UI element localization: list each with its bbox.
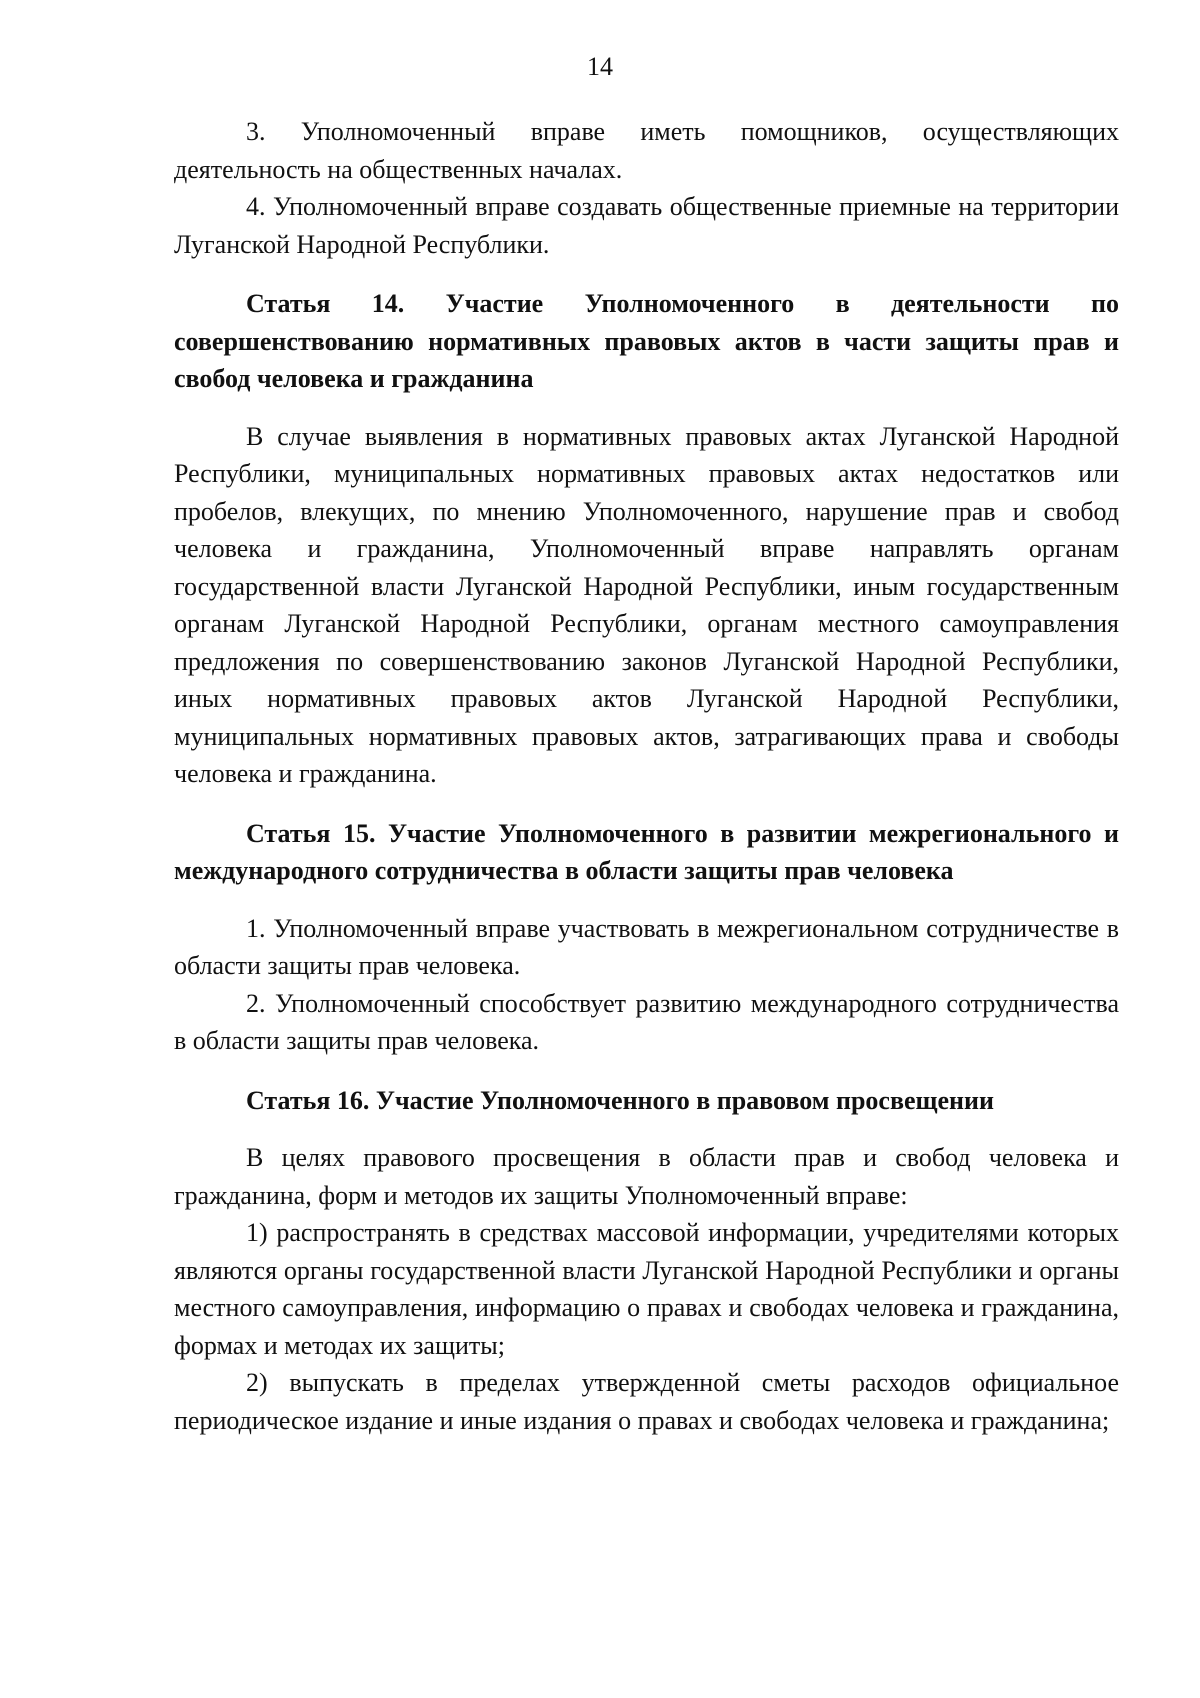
article-16-item-1: 1) распространять в средствах массовой информации, учредителями которых являются органы государственной власти Луганской Народной Республики и органы местного самоуправления, информацию о правах и свободах человека и гражданина, формах и методах их защиты; (174, 1218, 1119, 1360)
article-14-text: В случае выявления в нормативных правовых актах Луганской Народной Республики, муниципальных нормативных правовых актах недостатков или пробелов, влекущих, по мнению Уполномоченного, нарушение прав и свобод человека и гражданина, Уполномоченный вправе направлять органам государственной власти Луганской Народной Республики, иным государственным органам Луганской Народной Республики, органам местного самоуправления предложения по совершенствованию законов Луганской Народной Республики, иных нормативных правовых актов Луганской Народной Республики, муниципальных нормативных правовых актов, затрагивающих права и свободы человека и гражданина. (174, 421, 1119, 788)
paragraph-3-assistants: 3. Уполномоченный вправе иметь помощников, осуществляющих деятельность на общественных началах. (174, 117, 1119, 184)
article-14-heading: Статья 14. Участие Уполномоченного в деятельности по совершенствованию нормативных правовых актов в части защиты прав и свобод человека и гражданина (174, 289, 1119, 393)
article-15-item-2: 2. Уполномоченный способствует развитию международного сотрудничества в области защиты прав человека. (174, 988, 1119, 1055)
article-16-intro: В целях правового просвещения в области прав и свобод человека и гражданина, форм и методов их защиты Уполномоченный вправе: (174, 1143, 1119, 1210)
page-number: 14 (587, 52, 613, 81)
article-16-item-2: 2) выпускать в пределах утвержденной сметы расходов официальное периодическое издание и иные издания о правах и свободах человека и гражданина; (174, 1368, 1119, 1435)
document-body (174, 113, 1119, 1439)
article-15-heading: Статья 15. Участие Уполномоченного в развитии межрегионального и международного сотрудничества в области защиты прав человека (174, 818, 1119, 885)
article-15-item-1: 1. Уполномоченный вправе участвовать в межрегиональном сотрудничестве в области защиты прав человека. (174, 913, 1119, 980)
paragraph-4-reception-offices: 4. Уполномоченный вправе создавать общественные приемные на территории Луганской Народной Республики. (174, 192, 1119, 259)
article-16-heading: Статья 16. Участие Уполномоченного в правовом просвещении (246, 1085, 994, 1115)
